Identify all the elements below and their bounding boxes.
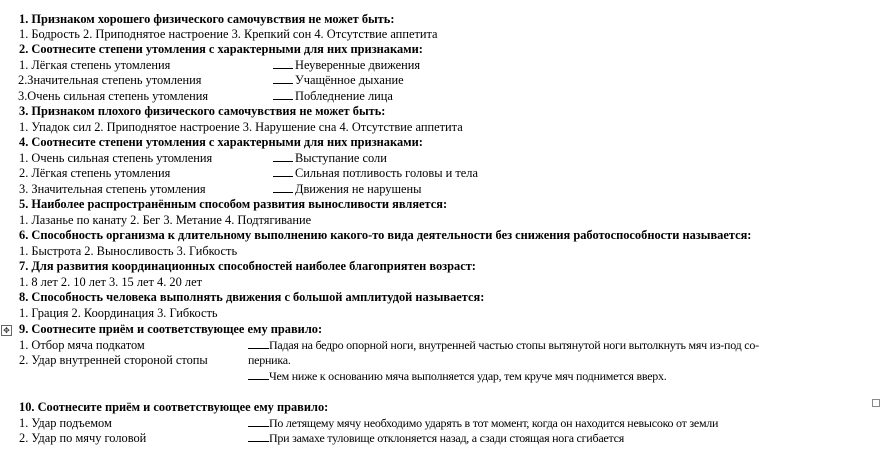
q4-left-3: 3. Значительная степень утомления — [19, 182, 206, 196]
question-8-title: 8. Способность человека выполнять движения с большой амплитудой называется: — [19, 290, 485, 304]
question-1-answers: 1. Бодрость 2. Приподнятое настроение 3. Крепкий сон 4. Отсутствие аппетита — [19, 27, 438, 41]
question-6-answers: 1. Быстрота 2. Выносливость 3. Гибкость — [19, 244, 238, 258]
q4-right-2 — [273, 166, 478, 181]
question-3-answers: 1. Упадок сил 2. Приподнятое настроение 3. Нарушение сна 4. Отсутствие аппетита — [19, 120, 463, 134]
q2-left-3: 3.Очень сильная степень утомления — [18, 89, 209, 103]
question-9-title: 9. Соотнесите приём и соответствующее ему правило: — [19, 322, 323, 336]
question-7-title: 7. Для развития координационных способностей наиболее благоприятен возраст: — [19, 259, 476, 273]
answer-blank[interactable] — [273, 73, 293, 84]
question-3-title: 3. Признаком плохого физического самочувствия не может быть: — [19, 104, 386, 118]
question-10-title: 10. Соотнесите приём и соответствующее ему правило: — [19, 400, 329, 414]
q4-right-1-text: Выступание соли — [295, 151, 387, 165]
q10-right-1 — [248, 416, 718, 431]
q9-right-2 — [248, 369, 667, 384]
q2-right-1-text: Неуверенные движения — [295, 58, 421, 72]
question-4-title: 4. Соотнесите степени утомления с характерными для них признаками: — [19, 135, 423, 149]
answer-blank[interactable] — [248, 338, 269, 349]
answer-blank[interactable] — [248, 416, 269, 427]
answer-blank[interactable] — [273, 151, 293, 162]
question-8-answers: 1. Грация 2. Координация 3. Гибкость — [19, 306, 218, 320]
table-end-mark-icon — [872, 399, 880, 407]
question-2-title: 2. Соотнесите степени утомления с характерными для них признаками: — [19, 42, 423, 56]
q2-right-2-text: Учащённое дыхание — [295, 73, 404, 87]
answer-blank[interactable] — [248, 369, 269, 380]
answer-blank[interactable] — [273, 182, 293, 193]
answer-blank[interactable] — [273, 166, 293, 177]
question-6-title: 6. Способность организма к длительному выполнению какого-то вида деятельности без снижения работоспособности называется: — [19, 228, 752, 242]
q2-left-2: 2.Значительная степень утомления — [18, 73, 202, 87]
answer-blank[interactable] — [273, 89, 293, 100]
move-handle-icon[interactable]: ✥ — [1, 325, 12, 336]
q4-right-2-text: Сильная потливость головы и тела — [295, 166, 478, 180]
q2-right-2 — [273, 73, 404, 88]
q9-right-2-text: Чем ниже к основанию мяча выполняется удар, тем круче мяч поднимется вверх. — [269, 369, 667, 383]
q4-right-3 — [273, 182, 421, 197]
question-5-answers: 1. Лазанье по канату 2. Бег 3. Метание 4. Подтягивание — [19, 213, 312, 227]
question-7-answers: 1. 8 лет 2. 10 лет 3. 15 лет 4. 20 лет — [19, 275, 203, 289]
q9-left-2: 2. Удар внутренней стороной стопы — [19, 353, 208, 367]
q2-right-3-text: Побледнение лица — [295, 89, 393, 103]
q10-right-2 — [248, 431, 624, 446]
q2-right-3 — [273, 89, 393, 104]
q10-right-2-text: При замахе туловище отклоняется назад, а сзади стоящая нога сгибается — [269, 431, 624, 445]
q9-right-1-cont: перника. — [248, 353, 291, 367]
q4-right-1 — [273, 151, 387, 166]
q2-left-1: 1. Лёгкая степень утомления — [19, 58, 171, 72]
q9-left-1: 1. Отбор мяча подкатом — [19, 338, 145, 352]
q2-right-1 — [273, 58, 420, 73]
question-5-title: 5. Наиболее распространённым способом развития выносливости является: — [19, 197, 448, 211]
q10-right-1-text: По летящему мячу необходимо ударять в тот момент, когда он находится невысоко от земли — [269, 416, 719, 430]
q4-right-3-text: Движения не нарушены — [295, 182, 422, 196]
answer-blank[interactable] — [248, 431, 269, 442]
answer-blank[interactable] — [273, 58, 293, 69]
q10-left-1: 1. Удар подъемом — [19, 416, 112, 430]
q4-left-1: 1. Очень сильная степень утомления — [19, 151, 213, 165]
q9-right-1 — [248, 338, 759, 353]
question-1-title: 1. Признаком хорошего физического самочувствия не может быть: — [19, 12, 395, 26]
q10-left-2: 2. Удар по мячу головой — [19, 431, 147, 445]
q4-left-2: 2. Лёгкая степень утомления — [19, 166, 171, 180]
q9-right-1-text: Падая на бедро опорной ноги, внутренней частью стопы вытянутой ноги вытолкнуть мяч из-под со- — [269, 338, 759, 352]
